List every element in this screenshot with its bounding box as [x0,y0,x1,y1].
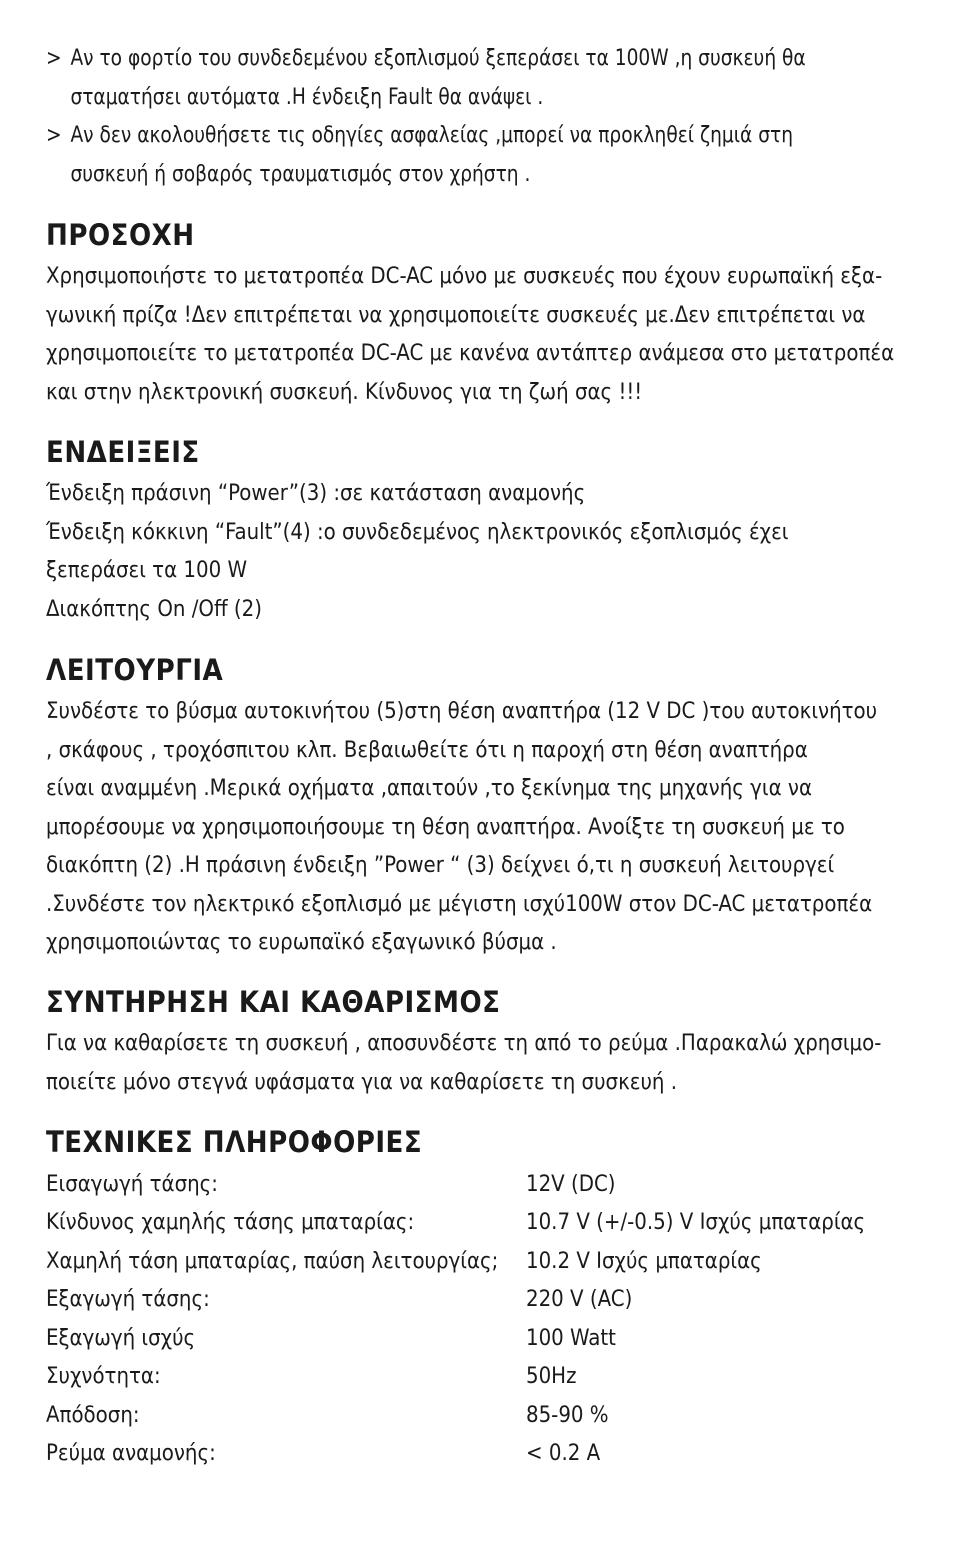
spec-row [46,1204,865,1243]
text-line: χρησιμοποιώντας το ευρωπαϊκό εξαγωνικό βύσμα . [46,930,557,955]
spec-row [46,1281,865,1320]
section-heading: ΣΥΝΤΗΡΗΣΗ ΚΑΙ ΚΑΘΑΡΙΣΜΟΣ [46,985,501,1019]
indicators-section [46,435,926,629]
spec-row [46,1242,865,1281]
specs-section [46,1125,926,1473]
text-line: μπορέσουμε να χρησιμοποιήσουμε τη θέση αναπτήρα. Ανοίξτε τη συσκευή με το [46,814,845,840]
text-line: , σκάφους , τροχόσπιτου κλπ. Βεβαιωθείτε ότι η παροχή στη θέση αναπτήρα [46,737,808,763]
spec-value: 10.2 V Ισχύς μπαταρίας [526,1248,762,1274]
text-line: ξεπεράσει τα 100 W [46,558,248,583]
spec-row [46,1165,865,1204]
text-line: Ένδειξη κόκκινη “Fault”(4) :ο συνδεδεμένος ηλεκτρονικός εξοπλισμός έχει [46,519,789,545]
text-line: Για να καθαρίσετε τη συσκευή , αποσυνδέστε τη από το ρεύμα .Παρακαλώ χρησιμο- [46,1031,882,1056]
spec-row [46,1396,865,1435]
spec-label: Συχνότητα: [46,1364,161,1390]
spec-label: Εξαγωγή τάσης: [46,1287,210,1313]
bullet-marker: > [46,123,62,148]
spec-label: Κίνδυνος χαμηλής τάσης μπαταρίας: [46,1210,415,1236]
spec-value: 12V (DC) [526,1171,616,1197]
spec-label: Απόδοση: [46,1402,140,1428]
section-heading: ΤΕΧΝΙΚΕΣ ΠΛΗΡΟΦΟΡΙΕΣ [46,1125,423,1159]
spec-row [46,1435,865,1474]
spec-label: Εισαγωγή τάσης: [46,1171,218,1197]
text-line: ποιείτε μόνο στεγνά υφάσματα για να καθαρίσετε τη συσκευή . [46,1069,678,1095]
text-line: διακόπτη (2) .Η πράσινη ένδειξη ”Power “ (3) δείχνει ό,τι η συσκευή λειτουργεί [46,853,835,878]
section-heading: ΠΡΟΣΟΧΗ [46,218,195,252]
warning-bullets [46,40,926,194]
specs-table [46,1165,865,1473]
spec-label: Χαμηλή τάση μπαταρίας, παύση λειτουργίας; [46,1248,499,1274]
spec-row [46,1358,865,1397]
spec-value: 100 Watt [526,1325,616,1351]
operation-section [46,653,926,963]
text-line: Ένδειξη πράσινη “Power”(3) :σε κατάσταση αναμονής [46,481,586,506]
text-line: είναι αναμμένη .Μερικά οχήματα ,απαιτούν ,το ξεκίνημα της μηχανής για να [46,776,813,801]
text-line: Διακόπτης On /Off (2) [46,596,262,622]
spec-value: < 0.2 A [526,1441,601,1467]
caution-section [46,218,926,412]
bullet-line: Αν το φορτίο του συνδεδεμένου εξοπλισμού ξεπεράσει τα 100W ,η συσκευή θα [70,46,806,71]
bullet-marker: > [46,46,62,71]
text-line: .Συνδέστε τον ηλεκτρικό εξοπλισμό με μέγιστη ισχύ100W στον DC-AC μετατροπέα [46,891,873,917]
section-heading: ΕΝΔΕΙΞΕΙΣ [46,435,200,469]
spec-value: 50Hz [526,1364,577,1390]
bullet-item [46,117,873,194]
section-text [46,693,926,963]
text-line: χρησιμοποιείτε το μετατροπέα DC-AC με κανένα αντάπτερ ανάμεσα στο μετατροπέα [46,341,895,366]
text-line: Συνδέστε το βύσμα αυτοκινήτου (5)στη θέση αναπτήρα (12 V DC )του αυτοκινήτου [46,699,878,724]
spec-value: 10.7 V (+/-0.5) V Ισχύς μπαταρίας [526,1210,866,1236]
spec-label: Εξαγωγή ισχύς [46,1325,196,1351]
text-line: Χρησιμοποιήστε το μετατροπέα DC-AC μόνο με συσκευές που έχουν ευρωπαϊκή εξα- [46,264,883,289]
section-text [46,258,926,412]
spec-row [46,1319,865,1358]
section-text [46,475,926,629]
bullet-line: Αν δεν ακολουθήσετε τις οδηγίες ασφαλείας ,μπορεί να προκληθεί ζημιά στη [70,123,793,148]
section-text [46,1025,926,1102]
spec-label: Ρεύμα αναμονής: [46,1441,216,1467]
bullet-line: συσκευή ή σοβαρός τραυματισμός στον χρήστη . [70,161,531,187]
text-line: γωνική πρίζα !Δεν επιτρέπεται να χρησιμοποιείτε συσκευές με.Δεν επιτρέπεται να [46,302,866,328]
section-heading: ΛΕΙΤΟΥΡΓΙΑ [46,653,224,687]
spec-value: 220 V (AC) [526,1287,633,1313]
text-line: και στην ηλεκτρονική συσκευή. Κίνδυνος για τη ζωή σας !!! [46,379,643,405]
maintenance-section [46,985,926,1102]
bullet-line: σταματήσει αυτόματα .Η ένδειξη Fault θα ανάψει . [70,84,544,110]
spec-value: 85-90 % [526,1402,609,1428]
bullet-item [46,40,873,117]
